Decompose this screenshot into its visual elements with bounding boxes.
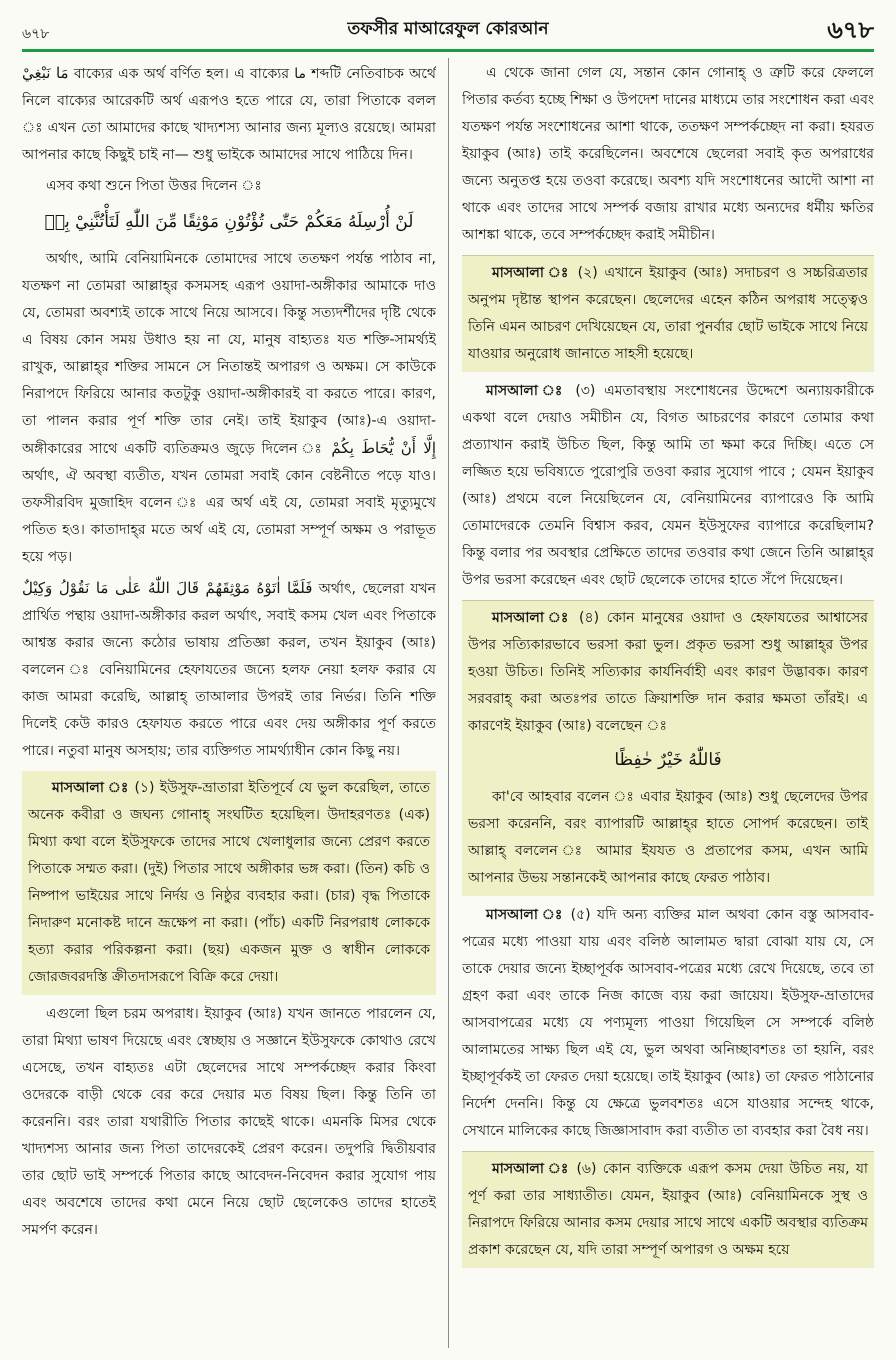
paragraph-text: বাক্যের এক অর্থ বর্ণিত হল। এ বাক্যের ما শব্দটি নেতিবাচক অর্থে নিলে বাক্যের আরেকটি অর্থ এরূপও হতে পারে যে, তারা পিতাকে বলল ঃ এখন তো আমাদের কাছে খাদ্যশস্য আনার জন্য মূল্যও রয়েছে। আমরা আপনার কাছে কিছুই চাই না— শুধু ভাইকে আমাদের সাথে পাঠিয়ে দিন। — [22, 66, 436, 163]
page-number-right: ৬৭৮ — [827, 16, 874, 44]
arabic-phrase: مَا نَبْغِيْ — [22, 64, 69, 82]
masala-paragraph — [28, 775, 430, 991]
paragraph-text: অর্থাৎ, আমি বেনিয়ামিনকে তোমাদের সাথে ততক্ষণ পর্যন্ত পাঠাব না, যতক্ষণ না তোমরা আল্লাহ্‌র কসমসহ এরূপ ওয়াদা-অঙ্গীকার আমাকে দাও যে, তোমরা অবশ্যই তাকে সাথে নিয়ে আসবে। কিন্তু সত্যদর্শীদের দৃষ্টি থেকে এ বিষয় কোন সময় উধাও হয় না যে, মানুষ বাহ্যতঃ যত শক্তি-সামর্থ্যই রাখুক, আল্লাহ্‌র শক্তির সামনে সে নিতান্তই অপারগ ও অক্ষম। সে কাউকে নিরাপদে ফিরিয়ে আনার কতটুকু ওয়াদা-অঙ্গীকারই বা করতে পারে। কারণ, তা পালন করার পূর্ণ শক্তি তার নেই। তাই ইয়াকুব (আঃ)-এ ওয়াদা-অঙ্গীকারের সাথে একটি ব্যতিক্রমও জুড়ে দিলেন ঃ — [22, 251, 436, 457]
masala-paragraph — [468, 1156, 868, 1264]
masala-label: মাসআলা ঃ — [492, 1161, 571, 1177]
masala-box — [462, 255, 874, 372]
paragraph-text: অর্থাৎ, ছেলেরা যখন প্রার্থিত পন্থায় ওয়াদা-অঙ্গীকার করল অর্থাৎ, সবাই কসম খেল এবং পিতাকে আশ্বস্ত করার জন্যে কঠোর ভাষায় প্রতিজ্ঞা করল, তখন ইয়াকুব (আঃ) বললেন ঃ বেনিয়ামিনের হেফাযতের জন্যে হলফ নেয়া হলফ করার যে কাজ আমরা করেছি, আল্লাহ্‌ তাআলার উপরই তার নির্ভর। তিনি শক্তি দিলেই কেউ কারও হেফাযত করতে পারে এবং দেয় অঙ্গীকার পূর্ণ করতে পারে। নতুবা মানুষ অসহায়; তার ব্যক্তিগত সামর্থ্যাধীন কোন কিছু নয়। — [22, 581, 436, 759]
masala-text: (১) ইউসুফ-ভ্রাতারা ইতিপূর্বে যে ভুল করেছিল, তাতে অনেক কবীরা ও জঘন্য গোনাহ্‌ সংঘটিত হয়েছিল। উদাহরণতঃ (এক) মিথ্যা কথা বলে ইউসুফকে তাদের সাথে খেলাধুলার জন্যে প্রেরণ করতে পিতাকে সম্মত করা। (দুই) পিতার সাথে অঙ্গীকার ভঙ্গ করা। (তিন) কচি ও নিষ্পাপ ভাইয়ের সাথে নির্দয় ও নিষ্ঠুর ব্যবহার করা। (চার) বৃদ্ধ পিতাকে নিদারুণ মনোকষ্ট দানে ভ্রূক্ষেপ না করা। (পাঁচ) একটি নিরপরাধ লোককে হত্যা করার পরিকল্পনা করা। (ছয়) একজন মুক্ত ও স্বাধীন লোককে জোরজবরদস্তি ক্রীতদাসরূপে বিক্রি করে দেয়া। — [28, 780, 431, 985]
masala-text: (৫) যদি অন্য ব্যক্তির মাল অথবা কোন বস্তু আসবাব-পত্রের মধ্যে পাওয়া যায় এবং বলিষ্ঠ আলামত দ্বারা বোঝা যায় যে, সে তাকে দেয়ার জন্যে ইচ্ছাপূর্বক আসবাব-পত্রের মধ্যে রেখে দিয়েছে, তবে তা গ্রহণ করা এবং তাকে নিজ কাজে ব্যয় করা জায়েয। ইউসুফ-ভ্রাতাদের আসবাপত্রের মধ্যে যে পণ্যমূল্য পাওয়া গিয়েছিল সে সম্পর্কে বলিষ্ঠ আলামতের সাক্ষ্য ছিল এই যে, ভুল অথবা অনিচ্ছাবশতঃ তা হয়নি, বরং ইচ্ছাপূর্বকই তা ফেরত দেয়া হয়েছে। তাই ইয়াকুব (আঃ) তা ফেরত পাঠানোর নির্দেশ দেননি। কিন্তু যে ক্ষেত্রে ভুলবশতঃ এসে যাওয়ার সন্দেহ থাকে, সেখানে মালিকের কাছে জিজ্ঞাসাবাদ করা ব্যতীত তা ব্যবহার করা বৈধ নয়। — [462, 907, 874, 1139]
masala-paragraph — [462, 378, 874, 594]
paragraph: এসব কথা শুনে পিতা উত্তর দিলেন ঃ — [46, 178, 262, 194]
masala-box — [22, 771, 436, 995]
paragraph — [22, 575, 436, 765]
masala-text: (৪) কোন মানুষের ওয়াদা ও হেফাযতের আশ্বাসের উপর সত্যিকারভাবে ভরসা করা ভুল। প্রকৃত ভরসা শুধু আল্লাহ্‌র উপর হওয়া উচিত। তিনিই সত্যিকার কার্যনির্বাহী এবং কারণ উদ্ভাবক। কারণ সরবরাহ্‌ করা অতঃপর তাতে ক্রিয়াশক্তি দান করার ক্ষমতা তাঁরই। এ কারণেই ইয়াকুব (আঃ) বলেছেন ঃ — [468, 610, 868, 734]
quran-verse: فَاللّٰهُ خَيْرٌ حٰفِظًا — [614, 750, 722, 770]
paragraph — [22, 60, 436, 169]
masala-label: মাসআলা ঃ — [52, 780, 130, 796]
quran-verse: لَنْ أُرْسِلَهُ مَعَكُمْ حَتّٰى تُؤْتُوْنِ مَوْثِقًا مِّنَ اللّٰهِ لَتَأْتُنَّنِيْ بِهٖ — [44, 212, 414, 232]
masala-paragraph — [468, 260, 868, 368]
masala-box — [462, 600, 874, 896]
paragraph-text: অর্থাৎ, ঐ অবস্থা ব্যতীত, যখন তোমরা সবাই কোন বেষ্টনীতে পড়ে যাও। তফসীরবিদ মুজাহিদ বলেন ঃ এর অর্থ এই যে, তোমরা সবাই মৃত্যুমুখে পতিত হও। কাতাদাহ্‌র মতে অর্থ এই যে, তোমরা সম্পূর্ণ অক্ষম ও পরাভূত হয়ে পড়। — [22, 468, 436, 565]
right-column — [462, 60, 874, 1350]
masala-box — [462, 1151, 874, 1268]
left-column — [22, 60, 436, 1350]
arabic-phrase: فَلَمَّا اٰتَوْهُ مَوْثِقَهُمْ قَالَ اللّٰهُ عَلٰى مَا نَقُوْلُ وَكِيْلٌ — [22, 579, 313, 597]
running-title: তফসীর মাআরেফুল কোরআন — [347, 19, 549, 39]
column-divider — [448, 58, 449, 1348]
paragraph: এগুলো ছিল চরম অপরাধ। ইয়াকুব (আঃ) যখন জানতে পারলেন যে, তারা মিথ্যা ভাষণ দিয়েছে এবং স্বেচ্ছায় ও সজ্ঞানে ইউসুফকে কোথাও রেখে এসেছে, তখন বাহ্যতঃ এটা ছেলেদের সাথে সম্পর্কচ্ছেদ করার কিংবা ওদেরকে বাড়ী থেকে বের করে দেয়ার মত বিষয় ছিল। কিন্তু তিনি তা করেননি। বরং তারা যথারীতি পিতার কাছেই থাকে। এমনকি মিসর থেকে খাদ্যশস্য আনার জন্য পিতা তাদেরকেই প্রেরণ করেন। তদুপরি দ্বিতীয়বার তার ছোট ভাই সম্পর্কে পিতার কাছে আবেদন-নিবেদন করার সুযোগ পায় এবং অবশেষে তাদের কথা মেনে নিয়ে ছোট ছেলেকেও তাদের হাতেই সমর্পণ করেন। — [22, 1006, 436, 1238]
header-rule — [22, 49, 874, 52]
arabic-phrase: إِلَّا أَنْ يُّحَاطَ بِكُمْ — [331, 439, 436, 457]
masala-text: (৬) কোন ব্যক্তিকে এরূপ কসম দেয়া উচিত নয়, যা পূর্ণ করা তার সাধ্যাতীত। যেমন, ইয়াকুব (আঃ) বেনিয়ামিনকে সুস্থ ও নিরাপদে ফিরিয়ে আনার কসম দেয়ার সাথে সাথে একটি অবস্থার ব্যতিক্রম প্রকাশ করেছেন যে, যদি তারা সম্পূর্ণ অপারগ ও অক্ষম হয়ে — [468, 1161, 868, 1258]
masala-text: (২) এখানে ইয়াকুব (আঃ) সদাচরণ ও সচ্চরিত্রতার অনুপম দৃষ্টান্ত স্থাপন করেছেন। ছেলেদের এহেন কঠিন অপরাধ সত্ত্বেও তিনি এমন আচরণ দেখিয়েছেন যে, তারা পুনর্বার ছোট ভাইকে সাথে নিয়ে যাওয়ার অনুরোধ জানাতে সাহসী হয়েছে। — [468, 265, 868, 362]
paragraph — [22, 246, 436, 571]
paragraph: কা'বে আহবার বলেন ঃ এবার ইয়াকুব (আঃ) শুধু ছেলেদের উপর ভরসা করেননি, বরং ব্যাপারটি আল্লাহ্‌র হাতে সোপর্দ করেছেন। তাই আল্লাহ্‌ বললেন ঃ আমার ইযযত ও প্রতাপের কসম, এখন আমি আপনার উভয় সন্তানকেই আপনার কাছে ফেরত পাঠাব। — [468, 789, 868, 886]
masala-paragraph — [468, 605, 868, 740]
page-number-left: ৬৭৮ — [22, 26, 50, 42]
page-header — [22, 10, 874, 50]
masala-label: মাসআলা ঃ — [486, 383, 567, 399]
masala-label: মাসআলা ঃ — [492, 610, 572, 626]
masala-label: মাসআলা ঃ — [486, 907, 565, 923]
masala-paragraph — [462, 902, 874, 1145]
masala-text: (৩) এমতাবস্থায় সংশোধনের উদ্দেশে অন্যায়কারীকে একথা বলে দেয়াও সমীচীন যে, বিগত আচরণের কারণে তোমার কথা প্রত্যাখান করাই উচিত ছিল, কিন্তু আমি তা ক্ষমা করে দিচ্ছি। এতে সে লজ্জিত হয়ে ভবিষ্যতে পুরোপুরি তওবা করার সুযোগ পাবে ; যেমন ইয়াকুব (আঃ) প্রথমে বলে নিয়েছিলেন যে, বেনিয়ামিনের ব্যাপারেও কি আমি তোমাদেরকে তেমনি বিশ্বাস করব, যেমন ইউসুফের ব্যাপারে করেছিলাম? কিন্তু বলার পর অবস্থার প্রেক্ষিতে তাদের তওবার কথা জেনে তিনি আল্লাহ্‌র উপর ভরসা করেছেন এবং ছোট ছেলেকে তাদের হাতে সঁপে দিয়েছেন। — [462, 383, 874, 588]
masala-label: মাসআলা ঃ — [492, 265, 571, 281]
paragraph: এ থেকে জানা গেল যে, সন্তান কোন গোনাহ্‌ ও ত্রুটি করে ফেললে পিতার কর্তব্য হচ্ছে শিক্ষা ও উপদেশ দানের মাধ্যমে তার সংশোধন করা এবং যতক্ষণ পর্যন্ত সংশোধনের আশা থাকে, ততক্ষণ সম্পর্কচ্ছেদ না করা। হযরত ইয়াকুব (আঃ) তাই করেছিলেন। অবশেষে ছেলেরা সবাই কৃত অপরাধের জন্যে অনুতপ্ত হয়ে তওবা করেছে। অবশ্য যদি সংশোধনের আদৌ আশা না থাকে এবং তাদের সাথে সম্পর্ক বজায় রাখার মধ্যে অন্যদের ধর্মীয় ক্ষতির আশঙ্কা থাকে, তবে সম্পর্কচ্ছেদ করাই সমীচীন। — [462, 65, 874, 243]
